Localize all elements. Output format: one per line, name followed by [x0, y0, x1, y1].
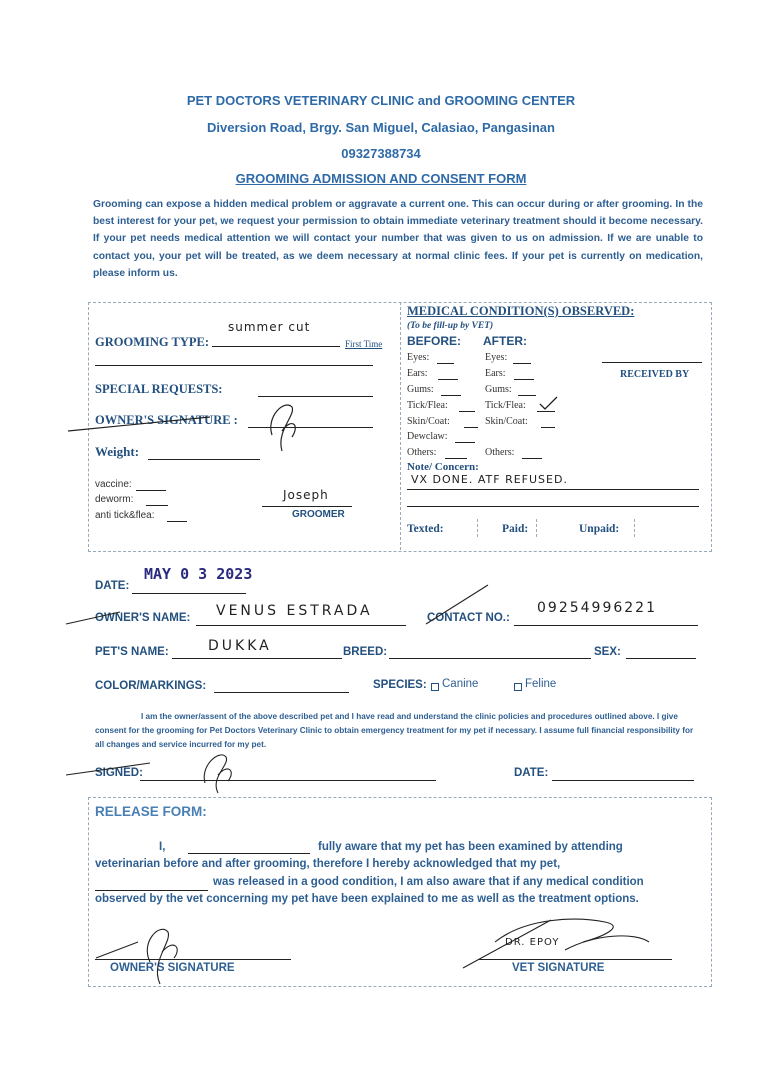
before-eyes-line[interactable]	[437, 362, 454, 364]
consent-paragraph: I am the owner/assent of the above described pet and I have read and understand the clinic policies and procedures outlined above. I give consent for the grooming for Pet Doctors Veterinary Clinic to obtain emergency treatment for my pet if necessary. I assume full financial responsibility for all changes and service incurred for my pet.	[95, 712, 694, 749]
signed-date-label: DATE:	[514, 767, 549, 779]
date-stamp: MAY 0 3 2023	[144, 565, 253, 583]
pet-name-line[interactable]	[172, 657, 342, 659]
before-skincoat: Skin/Coat:	[407, 416, 450, 427]
feline-label: Feline	[525, 678, 557, 690]
clinic-name: PET DOCTORS VETERINARY CLINIC and GROOMING CENTER	[186, 93, 576, 108]
release-owner-blank[interactable]	[188, 852, 310, 854]
grooming-type-label: GROOMING TYPE:	[95, 335, 210, 349]
note-line-2[interactable]	[407, 505, 699, 507]
before-skincoat-line[interactable]	[464, 426, 478, 428]
after-skincoat: Skin/Coat:	[485, 416, 528, 427]
after-label: AFTER:	[483, 334, 527, 348]
sex-line[interactable]	[626, 657, 696, 659]
grooming-type-value: summer cut	[228, 320, 311, 334]
after-others: Others:	[485, 447, 515, 458]
paid-label: Paid:	[502, 523, 529, 535]
color-line[interactable]	[214, 691, 349, 693]
release-owner-sig-label: OWNER'S SIGNATURE	[110, 962, 235, 974]
before-eyes: Eyes:	[407, 352, 430, 363]
release-owner-scribble	[90, 918, 210, 988]
date-label: DATE:	[95, 580, 130, 592]
note-label: Note/ Concern:	[407, 461, 479, 473]
grooming-extra-line	[95, 364, 373, 366]
after-ears: Ears:	[485, 368, 506, 379]
release-pet-blank[interactable]	[95, 889, 208, 891]
after-gums-line[interactable]	[518, 394, 536, 396]
intro-paragraph: Grooming can expose a hidden medical problem or aggravate a current one. This can occur during or after grooming. In the best interest for your pet, we request your permission to obtain immediate veterinary treatment should it become necessary. If your pet needs medical attention we will contact your number that was given to us on admission. If we are unable to contact you, your pet will be treated, as we deem necessary at normal clinic fees. If your pet is currently on medication, please inform us.	[93, 199, 703, 279]
antitick-line[interactable]	[167, 520, 187, 522]
after-eyes-line[interactable]	[513, 362, 531, 364]
deworm-label: deworm:	[95, 494, 134, 505]
after-skincoat-line[interactable]	[541, 426, 555, 428]
before-others-line[interactable]	[445, 457, 467, 459]
owner-name-label: OWNER'S NAME:	[95, 612, 191, 624]
clinic-address: Diversion Road, Brgy. San Miguel, Calasiao, Pangasinan	[207, 120, 555, 135]
first-time-label: First Time	[345, 339, 383, 349]
breed-label: BREED:	[343, 646, 388, 658]
texted-label: Texted:	[407, 523, 444, 535]
before-others: Others:	[407, 447, 437, 458]
before-ears-line[interactable]	[438, 378, 458, 380]
signed-date-line[interactable]	[552, 779, 694, 781]
owner-name-value: VENUS ESTRADA	[216, 603, 373, 619]
weight-line[interactable]	[148, 458, 260, 460]
clinic-phone: 09327388734	[341, 146, 421, 161]
vet-name: DR. EPOY	[505, 937, 560, 948]
unpaid-label: Unpaid:	[579, 523, 620, 535]
paid-divider	[536, 519, 537, 537]
canine-label: Canine	[442, 678, 479, 690]
pet-name-label: PET'S NAME:	[95, 646, 169, 658]
box-divider	[400, 302, 401, 550]
color-label: COLOR/MARKINGS:	[95, 680, 207, 692]
groomer-label: GROOMER	[292, 509, 345, 520]
vet-signature-scribble	[455, 912, 655, 972]
breed-line[interactable]	[389, 657, 591, 659]
contact-value: 09254996221	[537, 600, 657, 616]
species-label: SPECIES:	[373, 679, 427, 691]
vaccine-label: vaccine:	[95, 479, 132, 490]
after-ears-line[interactable]	[514, 378, 534, 380]
groomer-name: Joseph	[283, 488, 329, 502]
weight-label: Weight:	[95, 444, 140, 459]
after-others-line[interactable]	[522, 457, 542, 459]
release-line1-post: fully aware that my pet has been examined by attending	[318, 841, 623, 853]
before-ears: Ears:	[407, 368, 428, 379]
release-form-title: RELEASE FORM:	[95, 804, 207, 819]
signed-scribble	[60, 745, 260, 795]
vaccine-line[interactable]	[136, 489, 166, 491]
sex-label: SEX:	[594, 646, 621, 658]
medical-title: MEDICAL CONDITION(S) OBSERVED:	[407, 304, 635, 318]
grooming-type-line[interactable]	[212, 345, 340, 347]
vet-sig-label: VET SIGNATURE	[512, 962, 605, 974]
texted-divider	[477, 519, 478, 537]
strike-marks	[60, 582, 500, 630]
release-line1-pre: I,	[159, 841, 166, 853]
before-gums: Gums:	[407, 384, 434, 395]
contact-label: CONTACT NO.:	[427, 612, 510, 624]
received-by-line[interactable]	[602, 361, 702, 363]
owner-signature-label: OWNER'S SIGNATURE :	[95, 413, 238, 427]
unpaid-divider	[634, 519, 635, 537]
before-label: BEFORE:	[407, 334, 461, 348]
antitick-label: anti tick&flea:	[95, 510, 155, 521]
medical-subtitle: (To be fill-up by VET)	[407, 321, 494, 331]
before-tickflea: Tick/Flea:	[407, 400, 448, 411]
received-by-label: RECEIVED BY	[620, 369, 690, 380]
before-gums-line[interactable]	[441, 394, 461, 396]
checkmark-icon	[537, 395, 559, 411]
before-tickflea-line[interactable]	[459, 410, 475, 412]
signed-label: SIGNED:	[95, 767, 143, 779]
pet-name-value: DUKKA	[208, 638, 272, 654]
release-line3-post: was released in a good condition, I am also aware that if any medical condition	[213, 876, 644, 888]
after-gums: Gums:	[485, 384, 512, 395]
deworm-line[interactable]	[146, 504, 168, 506]
canine-checkbox[interactable]	[431, 683, 439, 691]
release-line2: veterinarian before and after grooming, therefore I hereby acknowledged that my pet,	[95, 858, 561, 870]
special-requests-label: SPECIAL REQUESTS:	[95, 382, 223, 396]
before-dewclaw-line[interactable]	[455, 441, 475, 443]
after-tickflea: Tick/Flea:	[485, 400, 526, 411]
contact-line[interactable]	[514, 624, 698, 626]
form-title: GROOMING ADMISSION AND CONSENT FORM	[235, 171, 527, 186]
before-dewclaw: Dewclaw:	[407, 431, 448, 442]
note-line-1[interactable]	[407, 488, 699, 490]
note-value: VX DONE. ATF REFUSED.	[411, 473, 568, 486]
groomer-line	[262, 505, 352, 507]
release-line4: observed by the vet concerning my pet have been explained to me as well as the treatment options.	[95, 893, 639, 905]
after-eyes: Eyes:	[485, 352, 508, 363]
feline-checkbox[interactable]	[514, 683, 522, 691]
